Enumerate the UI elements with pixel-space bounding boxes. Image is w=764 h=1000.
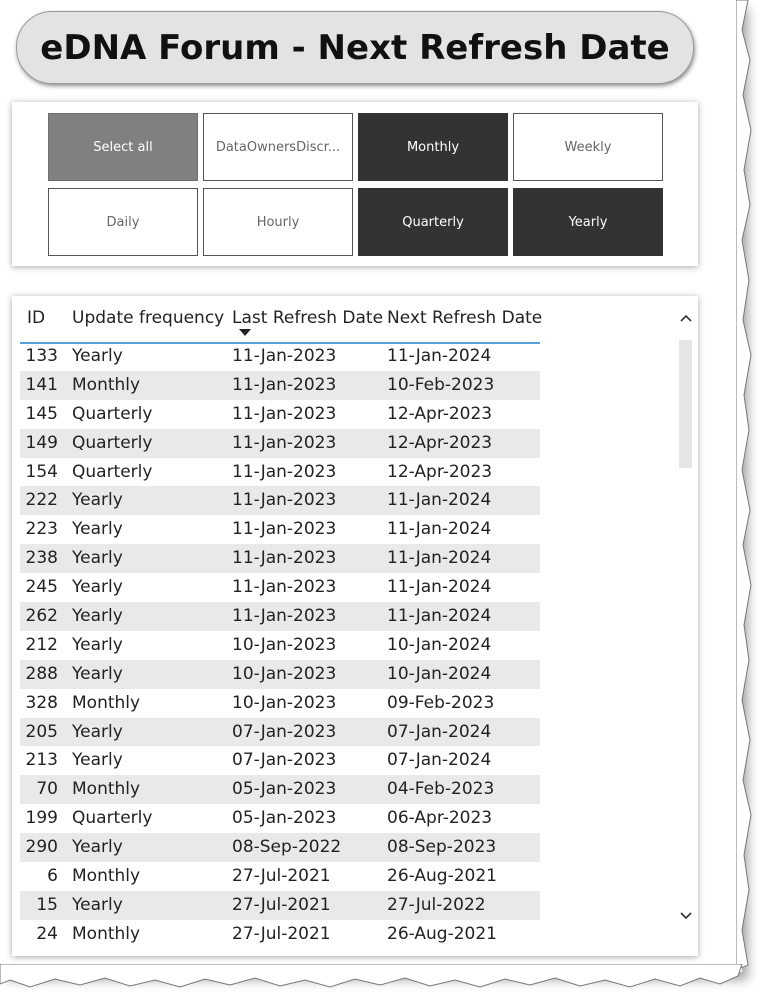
cell-id: 145 <box>25 403 58 424</box>
update-frequency-slicer <box>12 102 698 266</box>
cell-update-frequency: Yearly <box>72 490 123 511</box>
cell-id: 205 <box>25 721 58 742</box>
cell-update-frequency: Yearly <box>72 577 123 598</box>
cell-update-frequency: Monthly <box>72 923 141 944</box>
cell-last-refresh-date: 11-Jan-2023 <box>232 548 337 569</box>
cell-last-refresh-date: 27-Jul-2021 <box>232 866 331 887</box>
cell-last-refresh-date: 11-Jan-2023 <box>232 346 337 366</box>
cell-id: 328 <box>25 692 58 713</box>
column-header-update-frequency[interactable]: Update frequency <box>72 308 225 328</box>
cell-update-frequency: Yearly <box>72 721 123 742</box>
page-title: eDNA Forum - Next Refresh Date <box>16 11 694 84</box>
cell-update-frequency: Monthly <box>72 374 141 395</box>
table-row[interactable] <box>20 689 540 718</box>
cell-next-refresh-date: 10-Jan-2024 <box>387 634 492 655</box>
cell-id: 212 <box>25 634 58 655</box>
cell-next-refresh-date: 09-Feb-2023 <box>387 692 495 713</box>
cell-update-frequency: Quarterly <box>72 432 153 453</box>
cell-last-refresh-date: 10-Jan-2023 <box>232 663 337 684</box>
cell-update-frequency: Quarterly <box>72 461 153 482</box>
cell-last-refresh-date: 05-Jan-2023 <box>232 779 337 800</box>
cell-next-refresh-date: 27-Jul-2022 <box>387 894 486 915</box>
tile-select-all[interactable]: Select all <box>48 113 198 181</box>
cell-last-refresh-date: 11-Jan-2023 <box>232 403 337 424</box>
cell-id: 223 <box>25 519 58 540</box>
scrollbar-thumb[interactable] <box>679 340 692 468</box>
cell-last-refresh-date: 07-Jan-2023 <box>232 750 337 771</box>
cell-next-refresh-date: 07-Jan-2024 <box>387 750 492 771</box>
table-row[interactable] <box>20 804 540 833</box>
cell-update-frequency: Yearly <box>72 894 123 915</box>
cell-id: 213 <box>25 750 58 771</box>
cell-last-refresh-date: 11-Jan-2023 <box>232 606 337 627</box>
cell-last-refresh-date: 11-Jan-2023 <box>232 490 337 511</box>
tile-data-owners-discretion[interactable]: DataOwnersDiscr... <box>203 113 353 181</box>
cell-last-refresh-date: 05-Jan-2023 <box>232 808 337 829</box>
cell-next-refresh-date: 07-Jan-2024 <box>387 721 492 742</box>
cell-update-frequency: Yearly <box>72 346 123 366</box>
table-row[interactable] <box>20 631 540 660</box>
cell-next-refresh-date: 08-Sep-2023 <box>387 837 497 858</box>
table-row[interactable] <box>20 746 540 775</box>
chevron-up-icon[interactable] <box>676 308 696 328</box>
cell-id: 222 <box>25 490 58 511</box>
cell-next-refresh-date: 26-Aug-2021 <box>387 923 497 944</box>
torn-edge-bottom <box>0 964 764 1000</box>
table-row[interactable] <box>20 371 540 400</box>
table-row[interactable] <box>20 400 540 429</box>
table-row[interactable] <box>20 573 540 602</box>
column-header-next-refresh-date[interactable]: Next Refresh Date <box>387 308 543 328</box>
table-row[interactable] <box>20 342 540 371</box>
tile-yearly[interactable]: Yearly <box>513 188 663 256</box>
cell-update-frequency: Yearly <box>72 634 123 655</box>
cell-update-frequency: Yearly <box>72 548 123 569</box>
cell-next-refresh-date: 06-Apr-2023 <box>387 808 493 829</box>
cell-next-refresh-date: 10-Jan-2024 <box>387 663 492 684</box>
cell-id: 245 <box>25 577 58 598</box>
cell-next-refresh-date: 11-Jan-2024 <box>387 346 492 366</box>
cell-next-refresh-date: 11-Jan-2024 <box>387 548 492 569</box>
cell-update-frequency: Yearly <box>72 837 123 858</box>
table-row[interactable] <box>20 544 540 573</box>
table-row[interactable] <box>20 602 540 631</box>
cell-last-refresh-date: 08-Sep-2022 <box>232 837 342 858</box>
chevron-down-icon[interactable] <box>676 906 696 926</box>
cell-id: 133 <box>25 346 58 366</box>
tile-quarterly[interactable]: Quarterly <box>358 188 508 256</box>
cell-id: 6 <box>47 866 58 887</box>
cell-id: 154 <box>25 461 58 482</box>
sort-descending-icon <box>239 329 251 336</box>
cell-next-refresh-date: 11-Jan-2024 <box>387 490 492 511</box>
cell-next-refresh-date: 11-Jan-2024 <box>387 577 492 598</box>
cell-update-frequency: Quarterly <box>72 808 153 829</box>
cell-last-refresh-date: 10-Jan-2023 <box>232 692 337 713</box>
cell-id: 238 <box>25 548 58 569</box>
table-row[interactable] <box>20 920 540 949</box>
cell-id: 24 <box>36 923 58 944</box>
cell-id: 15 <box>36 894 58 915</box>
table-row[interactable] <box>20 833 540 862</box>
tile-hourly[interactable]: Hourly <box>203 188 353 256</box>
table-row[interactable] <box>20 429 540 458</box>
cell-id: 70 <box>36 779 58 800</box>
table-row[interactable] <box>20 660 540 689</box>
tile-daily[interactable]: Daily <box>48 188 198 256</box>
cell-last-refresh-date: 27-Jul-2021 <box>232 923 331 944</box>
cell-next-refresh-date: 04-Feb-2023 <box>387 779 495 800</box>
cell-next-refresh-date: 12-Apr-2023 <box>387 461 493 482</box>
cell-update-frequency: Yearly <box>72 663 123 684</box>
cell-id: 290 <box>25 837 58 858</box>
cell-next-refresh-date: 26-Aug-2021 <box>387 866 497 887</box>
column-header-id[interactable]: ID <box>27 308 46 328</box>
torn-edge-right <box>736 0 764 1000</box>
column-header-last-refresh-date[interactable]: Last Refresh Date <box>232 308 384 328</box>
table-body <box>20 342 540 950</box>
table-row[interactable] <box>20 718 540 747</box>
tile-monthly[interactable]: Monthly <box>358 113 508 181</box>
cell-id: 141 <box>25 374 58 395</box>
cell-last-refresh-date: 11-Jan-2023 <box>232 519 337 540</box>
cell-id: 199 <box>25 808 58 829</box>
table-row[interactable] <box>20 458 540 487</box>
table-row[interactable] <box>20 515 540 544</box>
cell-last-refresh-date: 11-Jan-2023 <box>232 432 337 453</box>
table-row[interactable] <box>20 486 540 515</box>
cell-id: 262 <box>25 606 58 627</box>
cell-update-frequency: Monthly <box>72 692 141 713</box>
cell-update-frequency: Quarterly <box>72 403 153 424</box>
tile-weekly[interactable]: Weekly <box>513 113 663 181</box>
cell-id: 149 <box>25 432 58 453</box>
cell-next-refresh-date: 12-Apr-2023 <box>387 403 493 424</box>
cell-update-frequency: Yearly <box>72 750 123 771</box>
cell-id: 288 <box>25 663 58 684</box>
cell-last-refresh-date: 07-Jan-2023 <box>232 721 337 742</box>
cell-last-refresh-date: 27-Jul-2021 <box>232 894 331 915</box>
cell-last-refresh-date: 11-Jan-2023 <box>232 374 337 395</box>
table-header <box>20 296 543 344</box>
cell-last-refresh-date: 10-Jan-2023 <box>232 634 337 655</box>
cell-next-refresh-date: 11-Jan-2024 <box>387 606 492 627</box>
cell-update-frequency: Monthly <box>72 866 141 887</box>
cell-last-refresh-date: 11-Jan-2023 <box>232 461 337 482</box>
cell-next-refresh-date: 11-Jan-2024 <box>387 519 492 540</box>
cell-update-frequency: Yearly <box>72 606 123 627</box>
table-row[interactable] <box>20 862 540 891</box>
cell-update-frequency: Monthly <box>72 779 141 800</box>
refresh-table <box>12 296 698 956</box>
cell-last-refresh-date: 11-Jan-2023 <box>232 577 337 598</box>
cell-next-refresh-date: 12-Apr-2023 <box>387 432 493 453</box>
cell-update-frequency: Yearly <box>72 519 123 540</box>
cell-next-refresh-date: 10-Feb-2023 <box>387 374 495 395</box>
table-row[interactable] <box>20 891 540 920</box>
table-row[interactable] <box>20 775 540 804</box>
